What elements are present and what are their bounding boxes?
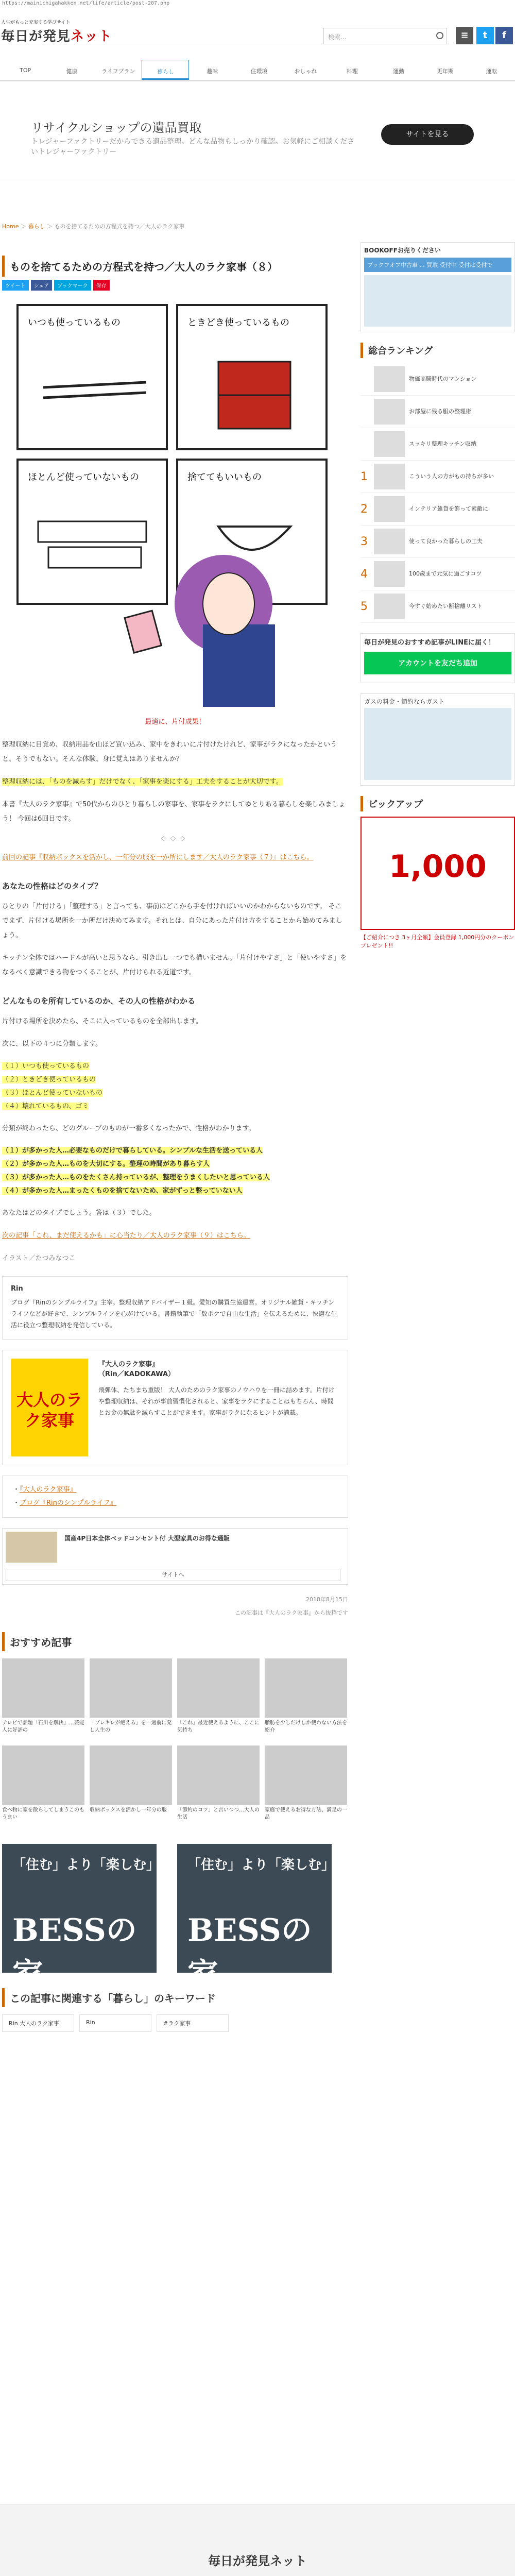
- list-item: （４）壊れているもの、ゴミ: [2, 1103, 89, 1110]
- tag-link[interactable]: 『大人のラク家事』: [20, 1486, 77, 1494]
- paragraph: キッチン全体ではハードルが高いと思うなら、引き出し一つでも構いません。「片付けやすさ」と「使いやすさ」をなるべく意識できる物をつくることが、片付けられる近道です。: [2, 954, 347, 976]
- separator: ◇◇◇: [161, 835, 189, 842]
- rank-title[interactable]: 使って良かった暮らしの工夫: [409, 538, 483, 545]
- ad-button[interactable]: サイトを見る: [381, 124, 474, 145]
- search-input[interactable]: 検索...: [323, 28, 447, 44]
- rank-title[interactable]: こういう人の方がもの持ちが多い: [409, 473, 494, 480]
- next-article-link[interactable]: 次の記事「これ、まだ使えるかも」に心当たり／大人のラク家事（９）はこちら。: [2, 1232, 250, 1240]
- bookoff-title[interactable]: BOOKOFFお売りください: [364, 247, 441, 254]
- list-item: （４）が多かった人…まったくものを捨てないため、家がずっと整っていない人: [2, 1187, 243, 1195]
- illus-label-2: ときどき使っているもの: [187, 317, 289, 328]
- recommend-title[interactable]: 家庭で使えるお得な方法、満足の一品: [265, 1807, 347, 1820]
- share-button[interactable]: シェア: [31, 280, 53, 291]
- facebook-icon[interactable]: f: [495, 27, 513, 44]
- paragraph: 分類が終わったら、どのグループのものが一番多くなったかで、性格がわかります。: [2, 1125, 255, 1132]
- ad-title[interactable]: リサイクルショップの遺品買取: [31, 121, 202, 135]
- nav-item[interactable]: 住環境: [250, 68, 268, 75]
- ranking-item[interactable]: [360, 558, 515, 590]
- footer-logo[interactable]: 毎日が発見ネット: [208, 2553, 307, 2568]
- article-main: [0, 252, 350, 2032]
- paragraph: 整理収納に目覚め、収納用品を山ほど買い込み、家中をきれいに片付けたけれど、家事がラクになったかというと、そうでもない。そんな体験、身に覚えはありませんか？: [2, 741, 337, 763]
- site-logo[interactable]: 毎日が発見ネット: [1, 29, 113, 44]
- ranking-item[interactable]: [360, 428, 515, 461]
- rank-thumb[interactable]: [374, 431, 405, 457]
- recommend-item[interactable]: [177, 1658, 260, 1741]
- keywords-heading: この記事に関連する「暮らし」のキーワード: [2, 1988, 348, 2007]
- paragraph: 整理収納には、「ものを減らす」だけでなく、「家事を楽にする」工夫をすることが大切です。: [2, 778, 283, 786]
- list-item: （３）が多かった人…ものをたくさん持っているが、整理をうまくしたいと思っている人: [2, 1174, 270, 1181]
- rank-thumb[interactable]: [374, 366, 405, 392]
- recommend-item[interactable]: [2, 1658, 84, 1741]
- nav-item[interactable]: 健康: [66, 68, 78, 75]
- bookoff-ad[interactable]: [360, 242, 515, 332]
- type-list: [0, 1144, 350, 1198]
- bess-banner[interactable]: 「住む」より「楽しむ」 BESSの家: [2, 1844, 157, 1973]
- paragraph: 次に、以下の４つに分類します。: [2, 1040, 102, 1048]
- ranking-item[interactable]: [360, 526, 515, 558]
- article-illustration: [2, 295, 348, 707]
- recommend-title[interactable]: 「ブレキレが絶える」を一週前に発し人生の: [90, 1720, 172, 1733]
- list-item: （２）ときどき使っているもの: [2, 1076, 96, 1083]
- list-item: （１）いつも使っているもの: [2, 1062, 90, 1070]
- book-title: 『大人のラク家事』: [98, 1361, 159, 1368]
- footer: [0, 2504, 515, 2576]
- paragraph: 片付ける場所を決めたら、そこに入っているものを全部出します。: [2, 1018, 202, 1025]
- inline-ad[interactable]: [2, 1528, 348, 1585]
- global-nav: [0, 60, 515, 81]
- recommend-item[interactable]: [90, 1658, 172, 1741]
- ranking-list: [360, 363, 515, 623]
- map[interactable]: [364, 708, 511, 780]
- nav-item[interactable]: 運動: [393, 68, 405, 75]
- bookoff-desc: ブックフオフ中古車 ... 買取 受付中 受付は受付で: [364, 258, 511, 272]
- illus-label-4: 捨ててもいいもの: [187, 472, 262, 483]
- source-note: この記事は『大人のラク家事』から抜粋です: [235, 1609, 348, 1616]
- bess-banners: [0, 1844, 350, 1993]
- author-bio: ブログ『Rinのシンプルライフ』主宰。整理収納アドバイザー１級。愛知の購買生協運営。オリジナル雑貨・キッチンライフなどが好きで、シンプルライフを心がけている。書籍執筆で「数ポケで自由な生活」を伝えるために、快適な生活に役立つ整理収納を発信している。: [11, 1299, 337, 1329]
- breadcrumb-current: ものを捨てるための方程式を持つ／大人のラク家事: [54, 223, 185, 230]
- illus-caption: 最適に、片付成果！: [145, 718, 205, 726]
- ranking-item[interactable]: [360, 363, 515, 396]
- rank-title[interactable]: 物価高騰時代のマンション: [409, 376, 477, 382]
- recommend-thumb[interactable]: [265, 1745, 347, 1805]
- paragraph: ひとりの「片付ける」「整理する」と言っても、事前はどこから手を付ければいいのかわからないものです。 そこでまず、片付ける場所を一か所だけ決めてみます。それとは、自分にあった片付け方をすることから始めてみましょう。: [2, 903, 342, 939]
- list-item: （２）が多かった人…ものを大切にする。整理の時間があり暮らす人: [2, 1160, 210, 1168]
- publish-date: 2018年8月15日: [306, 1596, 348, 1603]
- recommend-item[interactable]: [265, 1658, 347, 1741]
- sidebar: [360, 242, 515, 950]
- bookmark-button[interactable]: ブックマーク: [54, 280, 91, 291]
- rank-number: 1: [360, 470, 368, 483]
- rank-thumb[interactable]: [374, 399, 405, 425]
- section-heading: どんなものを所有しているのか、その人の性格がわかる: [2, 996, 196, 1006]
- recommend-title[interactable]: 脂肪を少しだけしか使わない方法を紹介: [265, 1720, 347, 1733]
- tag-link[interactable]: ブログ『Rinのシンプルライフ』: [20, 1499, 117, 1507]
- related-tags: ・『大人のラク家事』 ・ブログ『Rinのシンプルライフ』: [2, 1476, 348, 1518]
- paragraph: 本書『大人のラク家事』で50代からのひとり暮らしの家事を、家事をラクにしてゆとりある暮らしを楽しみましょう！ 今回は6回目です。: [2, 801, 346, 823]
- save-button[interactable]: 保存: [93, 280, 110, 291]
- recommend-thumb[interactable]: [177, 1745, 260, 1805]
- line-add-button[interactable]: アカウントを友だち追加: [364, 652, 511, 674]
- rank-thumb[interactable]: [374, 464, 405, 489]
- recommend-thumb[interactable]: [2, 1658, 84, 1718]
- recommend-title[interactable]: 「これ」最近使えるように、ここに気持ち: [177, 1720, 260, 1733]
- gas-ad[interactable]: [360, 693, 515, 786]
- ad-desc: トレジャーファクトリーだからできる遺品整理。どんな品物もしっかり確認。お気軽にご相談くださいトレジャーファクトリー: [31, 138, 355, 156]
- site-header: [0, 8, 515, 44]
- search-icon[interactable]: [436, 32, 443, 39]
- twitter-icon[interactable]: t: [476, 27, 494, 44]
- recommend-thumb[interactable]: [90, 1658, 172, 1718]
- ad-image: [6, 1532, 57, 1563]
- recommend-item[interactable]: [177, 1745, 260, 1828]
- rank-title[interactable]: インテリア雑貨を飾って素敵に: [409, 505, 488, 512]
- ranking-item[interactable]: [360, 590, 515, 623]
- recommend-thumb[interactable]: [177, 1658, 260, 1718]
- keyword-list: [0, 2014, 350, 2032]
- book-box: [2, 1350, 348, 1465]
- recommend-thumb[interactable]: [90, 1745, 172, 1805]
- rank-title[interactable]: お部屋に残る服の整理術: [409, 408, 471, 415]
- rank-number: 4: [360, 567, 368, 581]
- recommend-item[interactable]: [90, 1745, 172, 1828]
- recommend-title[interactable]: 食べ物に家を散らしてしまうこのもうまい: [2, 1807, 84, 1820]
- pickup-heading: ピックアップ: [360, 796, 515, 811]
- rank-number: 2: [360, 502, 368, 516]
- ranking-item[interactable]: [360, 396, 515, 428]
- nav-item[interactable]: TOP: [20, 67, 31, 74]
- book-description: 飛弾体、たちまち重版！ 大人のためのラク家事のノウハウを一冊に詰めます。片付けや整理収納は、それが事前習慣化されると、家事をラクにすることはもちろん、時間とお金の無駄を減らすことができます。家事がラクになるヒントが満載。: [98, 1386, 335, 1416]
- share-buttons: [0, 280, 350, 291]
- illus-label-1: いつも使っているもの: [28, 317, 121, 328]
- illustration-credit: イラスト／たつみなつこ: [2, 1255, 76, 1262]
- ad-button[interactable]: サイトへ: [6, 1569, 340, 1581]
- recommend-item[interactable]: [2, 1745, 84, 1828]
- keyword-tag[interactable]: Rin: [79, 2014, 151, 2032]
- keyword-tag[interactable]: #ラク家事: [157, 2014, 229, 2032]
- top-ad[interactable]: [0, 81, 515, 179]
- gas-title[interactable]: ガスの料金・節約ならガスト: [364, 698, 445, 705]
- paragraph: あなたはどのタイプでしょう。答は（３）でした。: [2, 1209, 156, 1217]
- prev-article-link[interactable]: 前回の記事『収納ボックスを活かし、一年分の服を一か所にします／大人のラク家事（７）』はこちら。: [2, 854, 314, 861]
- rank-thumb[interactable]: [374, 529, 405, 554]
- recommend-thumb[interactable]: [265, 1658, 347, 1718]
- recommend-title[interactable]: 収納ボックスを活かし一年分の服: [90, 1807, 167, 1813]
- recommend-grid: [0, 1658, 350, 1828]
- nav-item[interactable]: ライフプラン: [101, 68, 135, 75]
- recommend-title[interactable]: 「節約のコツ」と言いつつ…大人の生活: [177, 1807, 260, 1820]
- recommend-item[interactable]: [265, 1745, 347, 1828]
- recommend-heading: おすすめ記事: [2, 1632, 348, 1651]
- breadcrumb-home[interactable]: Home: [2, 223, 19, 230]
- nav-item[interactable]: おしゃれ: [294, 68, 317, 75]
- author-name: Rin: [11, 1285, 23, 1293]
- book-publisher: （Rin／KADOKAWA）: [98, 1370, 175, 1378]
- ranking-item[interactable]: [360, 493, 515, 526]
- menu-icon[interactable]: ≡: [456, 27, 473, 44]
- ranking-item[interactable]: [360, 461, 515, 493]
- rank-number: 3: [360, 535, 368, 548]
- nav-item[interactable]: 暮らし: [142, 60, 189, 80]
- author-box: [2, 1276, 348, 1340]
- rank-thumb[interactable]: [374, 496, 405, 522]
- rank-thumb[interactable]: [374, 561, 405, 587]
- rank-title[interactable]: 今すぐ始めたい断捨離リスト: [409, 603, 483, 609]
- category-list: [0, 1060, 350, 1113]
- book-cover[interactable]: 大人のラク家事: [11, 1359, 88, 1456]
- nav-item[interactable]: 趣味: [207, 68, 218, 75]
- line-box: [360, 633, 515, 683]
- ranking-heading: 総合ランキング: [360, 343, 515, 358]
- tweet-button[interactable]: ツイート: [2, 280, 29, 291]
- nav-item[interactable]: 更年期: [436, 68, 454, 75]
- section-heading: あなたの性格はどのタイプ？: [2, 882, 102, 891]
- recommend-thumb[interactable]: [2, 1745, 84, 1805]
- pickup-banner[interactable]: 1,000: [360, 817, 515, 930]
- rank-thumb[interactable]: [374, 594, 405, 619]
- list-item: （１）が多かった人…必要なものだけで暮らしている。シンプルな生活を送っている人: [2, 1147, 263, 1155]
- ad-title[interactable]: 国産4P日本全体ベッドコンセント付 大型家具のお得な通販: [64, 1535, 230, 1542]
- article-title: ものを捨てるための方程式を持つ／大人のラク家事（８）: [2, 256, 348, 277]
- breadcrumb: Home ＞ 暮らし ＞ ものを捨てるための方程式を持つ／大人のラク家事: [2, 223, 185, 230]
- bess-banner[interactable]: 「住む」より「楽しむ」 BESSの家: [177, 1844, 332, 1973]
- illus-label-3: ほとんど使っていないもの: [28, 472, 139, 483]
- nav-item[interactable]: 料理: [346, 68, 358, 75]
- line-text: 毎日が発見のおすすめ記事がLINEに届く！: [364, 639, 495, 647]
- rank-number: 5: [360, 600, 368, 613]
- keyword-tag[interactable]: Rin 大人のラク家事: [2, 2014, 74, 2032]
- breadcrumb-category[interactable]: 暮らし: [28, 223, 45, 230]
- rank-title[interactable]: スッキリ整理キッチン収納: [409, 440, 477, 447]
- list-item: （３）ほとんど使っていないもの: [2, 1089, 103, 1097]
- rank-title[interactable]: 100歳まで元気に過ごすコツ: [409, 570, 482, 577]
- url-bar[interactable]: https://mainichigahakken.net/life/article/post-207.php: [2, 1, 170, 6]
- map[interactable]: [364, 275, 511, 327]
- pickup-text[interactable]: 【ご紹介につき 3ヶ月全額】会員登録 1,000円分のクーポンプレゼント!!: [360, 934, 514, 949]
- nav-item[interactable]: 運転: [486, 68, 497, 75]
- site-tagline: 人生がもっと充実する学びサイト: [1, 20, 71, 25]
- recommend-title[interactable]: テレビで話題「石川を解決」…芸能人に好評の: [2, 1720, 84, 1733]
